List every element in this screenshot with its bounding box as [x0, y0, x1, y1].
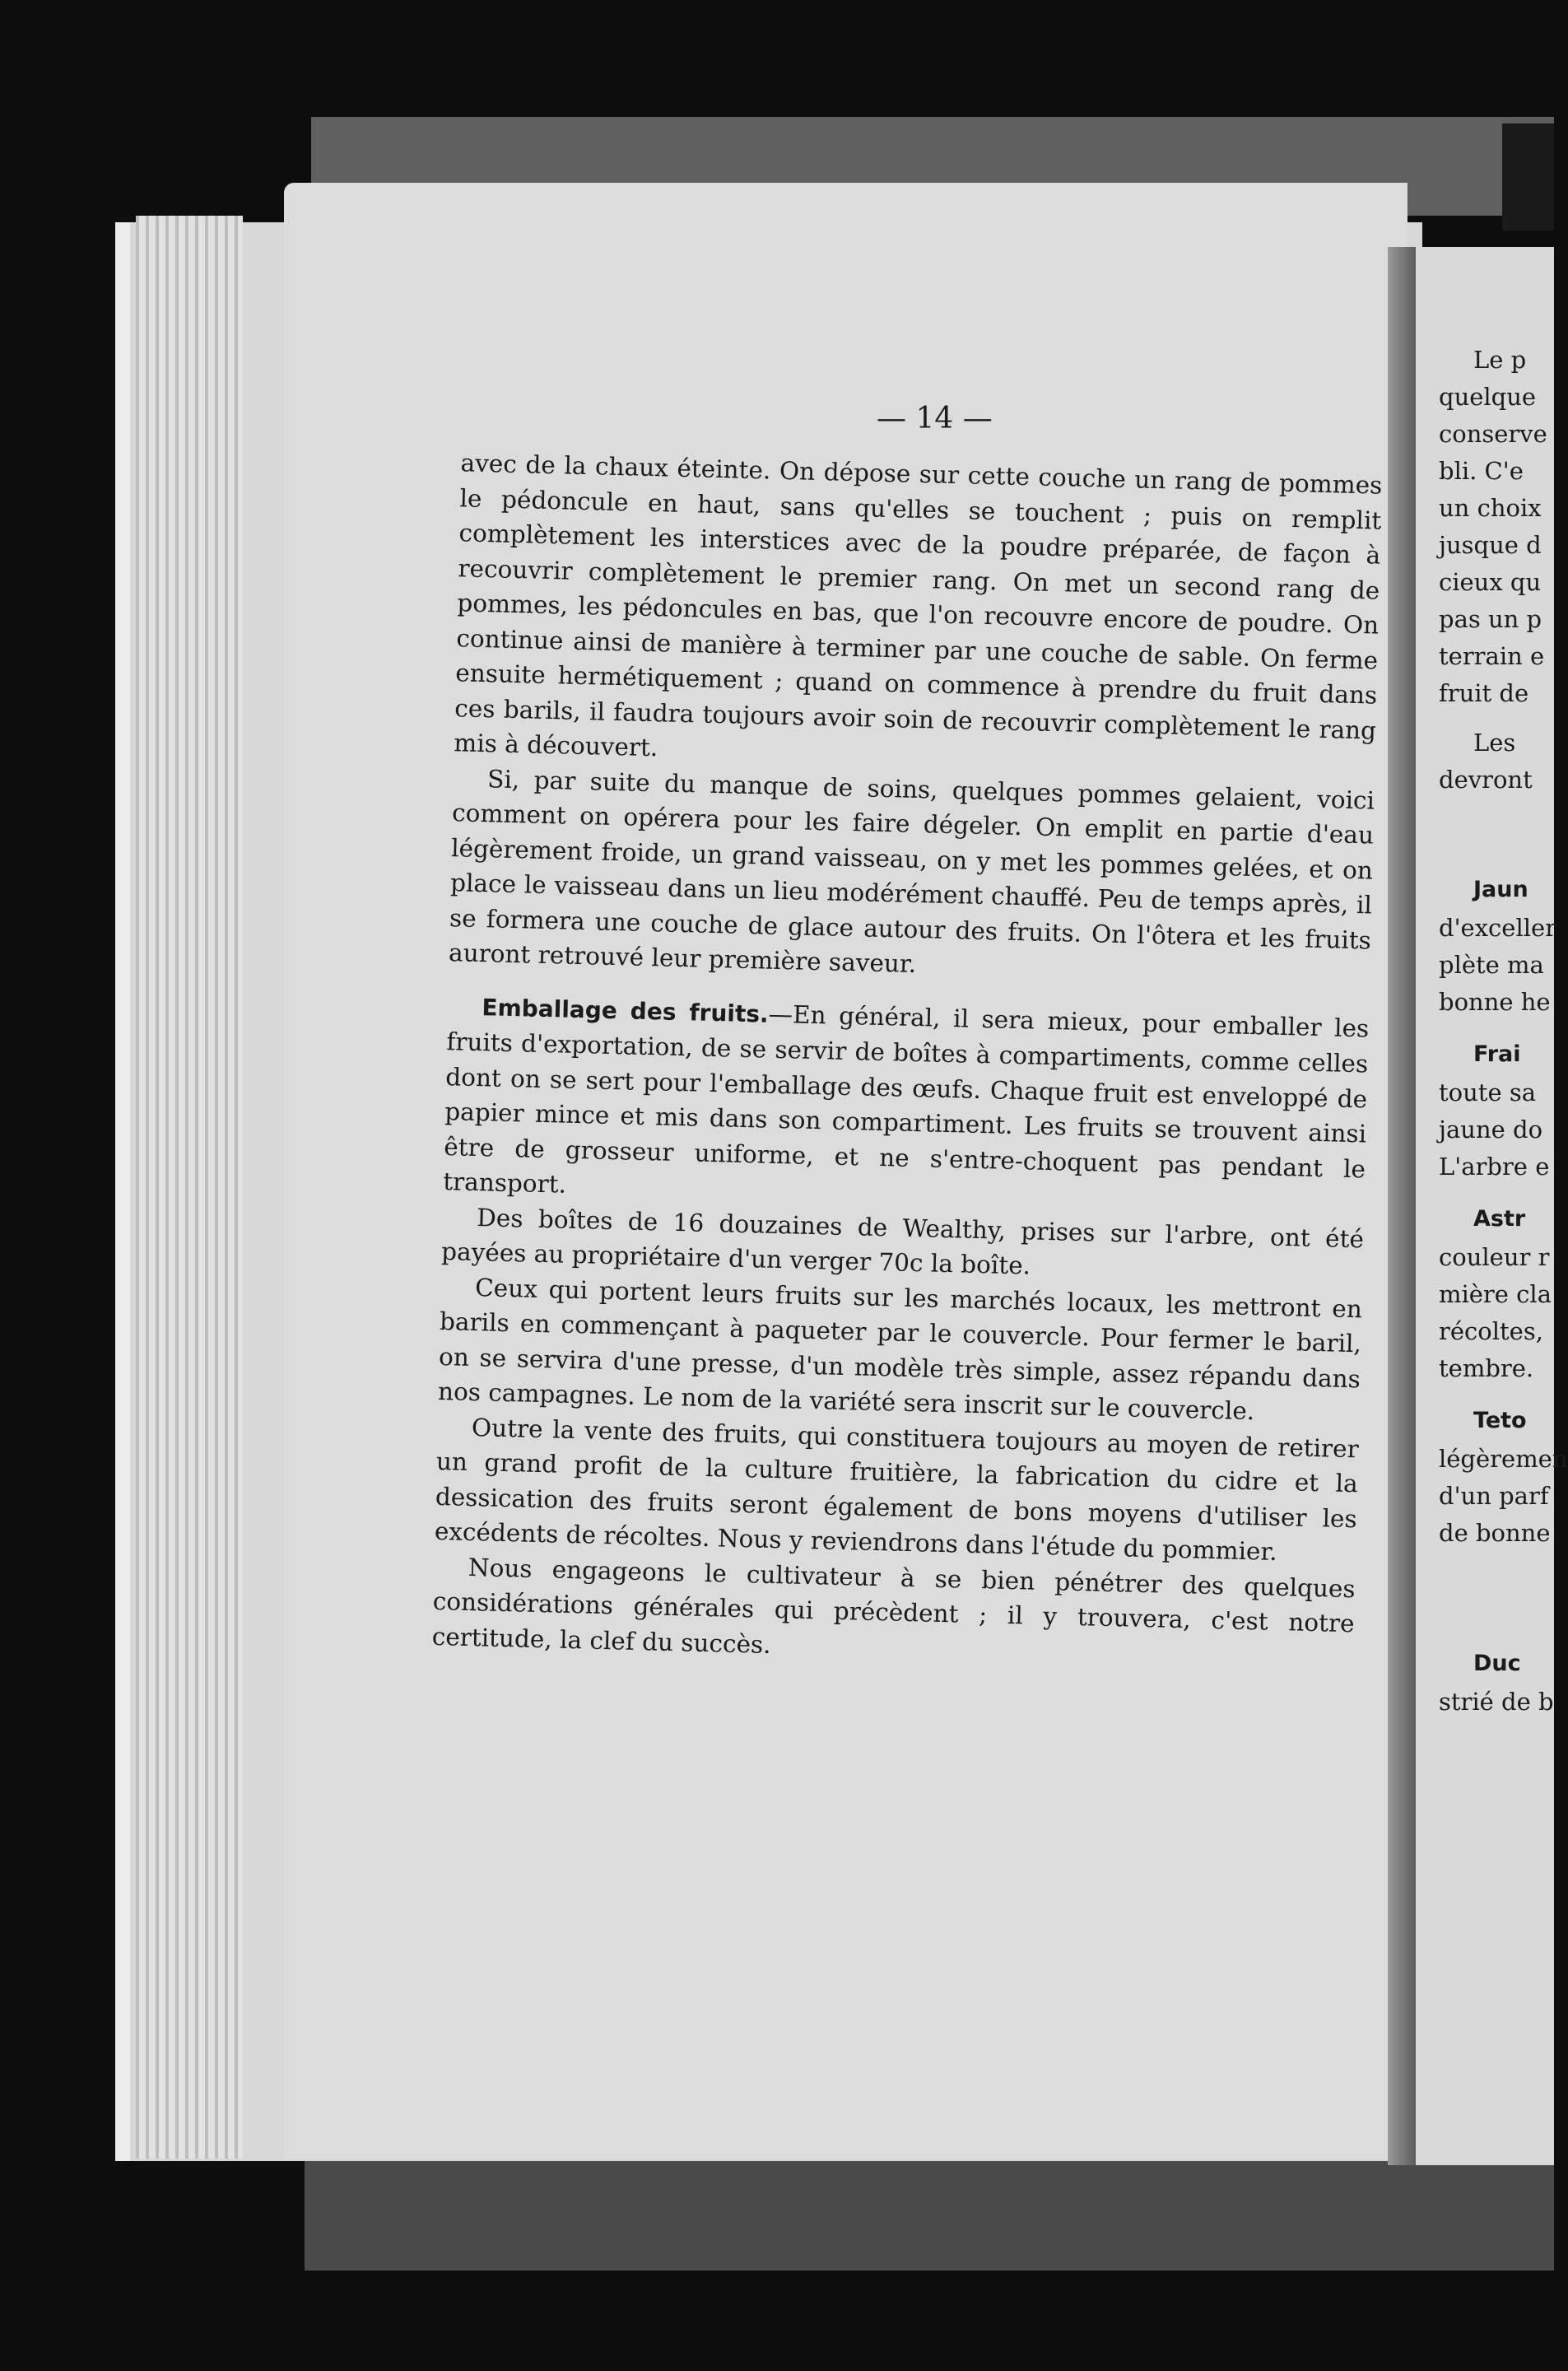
- microfilm-frame-bottom: [305, 2155, 1554, 2271]
- facing-page-line: Le p: [1473, 346, 1527, 374]
- paragraph-6: Outre la vente des fruits, qui constituera toujours au moyen de retirer un grand profit de la culture fruitière, la fabrication du cidre et la dessication des fruits seront également de bons moyens d'utiliser les excédents de récoltes. Nous y reviendrons dans l'étude du pommier.: [434, 1413, 1360, 1566]
- facing-page-line: pas un p: [1439, 605, 1542, 633]
- stacked-page-edges: [136, 216, 243, 2159]
- facing-page-line: Les: [1473, 729, 1516, 757]
- facing-page-line: Frai: [1473, 1041, 1521, 1067]
- facing-page-line: bonne he: [1439, 988, 1551, 1016]
- facing-page-line: fruit de: [1439, 679, 1529, 707]
- facing-page-line: Teto: [1473, 1408, 1527, 1433]
- book-gutter: [1388, 247, 1416, 2165]
- facing-page-line: quelque: [1439, 383, 1537, 411]
- facing-page-line: d'un parf: [1439, 1482, 1549, 1510]
- facing-page-line: jaune do: [1439, 1116, 1543, 1144]
- paragraph-4: Des boîtes de 16 douzaines de Wealthy, prises sur l'arbre, ont été payées au propriétaire d'un verger 70c la boîte.: [440, 1203, 1365, 1280]
- paragraph-1: avec de la chaux éteinte. On dépose sur cette couche un rang de pommes le pédoncule en haut, sans qu'elles se touchent ; puis on remplit complètement les interstices avec de la poudre préparée, de façon à recouvrir complètement le premier rang. On met un second rang de pommes, les pédoncules en bas, que l'on recouvre encore de poudre. On continue ainsi de manière à terminer par une couche de sable. On ferme ensuite hermétiquement ; quand on commence à prendre du fruit dans ces barils, il faudra toujours avoir soin de recouvrir complètement le rang mis à découvert.: [453, 449, 1383, 762]
- facing-page-line: strié de b: [1439, 1688, 1554, 1716]
- facing-page-line: Astr: [1473, 1206, 1526, 1232]
- facing-page-line: tembre.: [1439, 1354, 1534, 1382]
- facing-page-line: bli. C'e: [1439, 457, 1524, 485]
- facing-page-line: toute sa: [1439, 1078, 1536, 1106]
- paragraph-3-text: —En général, il sera mieux, pour emballer les fruits d'exportation, de se servir de boîtes à compartiments, comme celles dont on se sert pour l'emballage des œufs. Chaque fruit est enveloppé de papier mince et mis dans son compartiment. Les fruits se trouvent ainsi être de grosseur uniforme, et ne s'entre-choquent pas pendant le transport.: [442, 999, 1370, 1199]
- facing-page-line: conserve: [1439, 420, 1547, 448]
- facing-page-line: Duc: [1473, 1651, 1521, 1676]
- paragraph-2: Si, par suite du manque de soins, quelques pommes gelaient, voici comment on opérera pour les faire dégeler. On emplit en partie d'eau légèrement froide, un grand vaisseau, on y met les pommes gelées, et on place le vaisseau dans un lieu modérément chauffé. Peu de temps après, il se formera une couche de glace autour des fruits. On l'ôtera et les fruits auront retrouvé leur première saveur.: [448, 764, 1375, 979]
- section-heading: Emballage des fruits.: [482, 993, 770, 1028]
- facing-page-line: couleur r: [1439, 1243, 1550, 1271]
- paragraph-7: Nous engageons le cultivateur à se bien pénétrer des quelques considérations générales qui précèdent ; il y trouvera, c'est notre certitude, la clef du succès.: [431, 1553, 1356, 1659]
- text-column: [431, 445, 1383, 1676]
- facing-page-line: terrain e: [1439, 642, 1545, 670]
- facing-page-line: un choix: [1439, 494, 1542, 522]
- paragraph-5: Ceux qui portent leurs fruits sur les marchés locaux, les mettront en barils en commençant à paqueter par le couvercle. Pour fermer le baril, on se servira d'une presse, d'un modèle très simple, assez répandu dans nos campagnes. Le nom de la variété sera inscrit sur le couvercle.: [437, 1273, 1363, 1426]
- facing-page-line: devront: [1439, 766, 1533, 794]
- page-number: — 14 —: [877, 402, 993, 436]
- microfilm-frame-corner: [1502, 123, 1554, 231]
- facing-page-line: récoltes,: [1439, 1317, 1543, 1345]
- facing-page-line: jusque d: [1439, 531, 1542, 559]
- facing-page-line: légèremen: [1439, 1445, 1568, 1473]
- facing-page-line: mière cla: [1439, 1280, 1552, 1308]
- facing-page-line: L'arbre e: [1439, 1153, 1550, 1181]
- facing-page-line: plète ma: [1439, 951, 1544, 979]
- facing-page-line: Jaun: [1473, 877, 1528, 902]
- facing-page-line: cieux qu: [1439, 568, 1542, 596]
- facing-page: [1416, 247, 1568, 2165]
- facing-page-line: d'exceller: [1439, 914, 1557, 942]
- facing-page-line: de bonne: [1439, 1519, 1551, 1547]
- paragraph-3: [443, 989, 1370, 1222]
